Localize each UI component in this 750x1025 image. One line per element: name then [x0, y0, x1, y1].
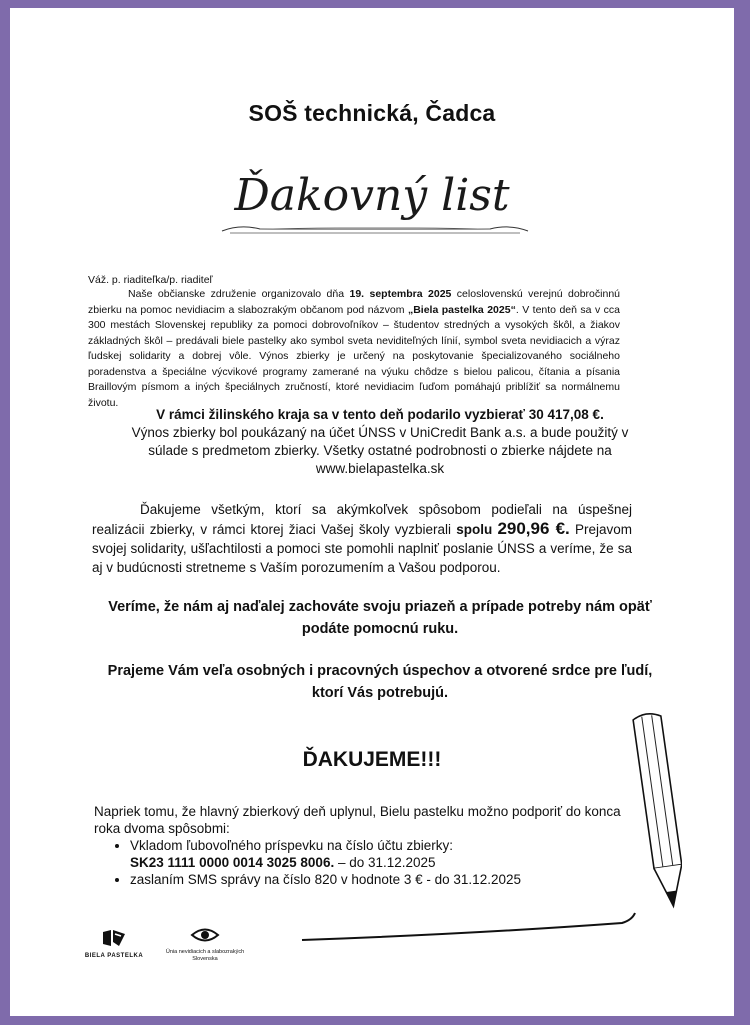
- intro-text-a: Naše občianske združenie organizovalo dňa: [128, 288, 350, 300]
- title-flourish: [220, 222, 530, 236]
- collection-date: 19. septembra 2025: [349, 288, 452, 300]
- school-name: SOŠ technická, Čadca: [248, 100, 496, 126]
- spolu-label: spolu: [456, 522, 493, 537]
- support-item-sms: • zaslaním SMS správy na číslo 820 v hodnote 3 € - do 31.12.2025: [130, 871, 634, 888]
- thanks-paragraph: [92, 500, 632, 577]
- intro-paragraph: [88, 287, 620, 411]
- unss-logo: [150, 926, 260, 962]
- wish-statement: Prajeme Vám veľa osobných i pracovných úspechov a otvorené srdce pre ľudí, ktorí Vás potrebujú.: [107, 663, 653, 701]
- region-result: [120, 406, 640, 478]
- thank-you-heading: ĎAKUJEME!!!: [302, 748, 442, 771]
- intro-text-c: . V tento deň sa v cca 300 mestách Slovenskej republiky za pomoci dobrovoľníkov – študentov stredných a vysokých škôl, a žiakov základných škôl – predávali biele pastelky ako symbol sveta neviditeľných línií, symbol sveta nevidiacich a výraz ľudskej solidarity a dobrej vôle. Výnos zbierky je určený na poskytovanie špecializovaného sociálneho poradenstva a špeciálne výcvikové programy zamerané na výuku chôdze s bielou palicou, čítania a písania Braillovým písmom a iných špeciálnych zručností, ktoré nevidiacim ľuďom pomáhajú priblížiť sa normálnemu životu.: [88, 303, 620, 409]
- biela-pastelka-emblem-icon: [101, 928, 127, 948]
- collection-name: „Biela pastelka 2025“: [407, 303, 516, 316]
- intro-text-b: celoslovenskú verejnú dobročinnú zbierku na pomoc nevidiacim a slabozrakým občanom pod názvom: [88, 288, 620, 316]
- support-item-account-deadline: – do 31.12.2025: [334, 855, 436, 870]
- thanks-text-b: Prejavom svojej solidarity, ušľachtilosti a pomoci ste pomohli naplniť poslanie ÚNSS a veríme, že sa aj v budúcnosti stretneme s Vaším porozumením a Vašou podporou.: [92, 522, 632, 575]
- pencil-drawing-icon: [292, 708, 682, 958]
- hope-statement: Veríme, že nám aj naďalej zachováte svoju priazeň a prípade potreby nám opäť podáte pomocnú ruku.: [108, 599, 652, 637]
- certificate-title: Ďakovný list: [234, 170, 510, 221]
- biela-pastelka-logo-text: BIELA PASTELKA: [84, 953, 144, 959]
- support-item-account-text: Vkladom ľubovoľného príspevku na číslo účtu zbierky:: [130, 838, 454, 853]
- thanks-text-a: Ďakujeme všetkým, ktorí sa akýmkoľvek spôsobom podieľali na úspešnej realizácii zbierky, v rámci ktorej žiaci Vašej školy vyzbierali: [92, 502, 632, 537]
- region-text: Výnos zbierky bol poukázaný na účet ÚNSS v UniCredit Bank a.s. a bude použitý v súlade s predmetom zbierky. Všetky ostatné podrobnosti o zbierke nájdete na www.bielapastelka.sk: [131, 425, 629, 476]
- account-number: SK23 1111 0000 0014 3025 8006.: [130, 855, 335, 870]
- school-amount: 290,96 €.: [497, 519, 570, 538]
- unss-logo-line2: Slovenska: [192, 955, 218, 962]
- eye-icon: [190, 926, 220, 944]
- support-intro: Napriek tomu, že hlavný zbierkový deň uplynul, Bielu pastelku možno podporiť do konca roka dvoma spôsobmi:: [94, 804, 621, 836]
- biela-pastelka-logo: [74, 928, 154, 959]
- unss-logo-line1: Únia nevidiacich a slabozrakých: [165, 949, 245, 955]
- certificate-sheet: [10, 8, 734, 1016]
- region-headline: V rámci žilinského kraja sa v tento deň podarilo vyzbierať 30 417,08 €.: [156, 407, 604, 422]
- salutation: Váž. p. riaditeľka/p. riaditeľ: [88, 274, 213, 286]
